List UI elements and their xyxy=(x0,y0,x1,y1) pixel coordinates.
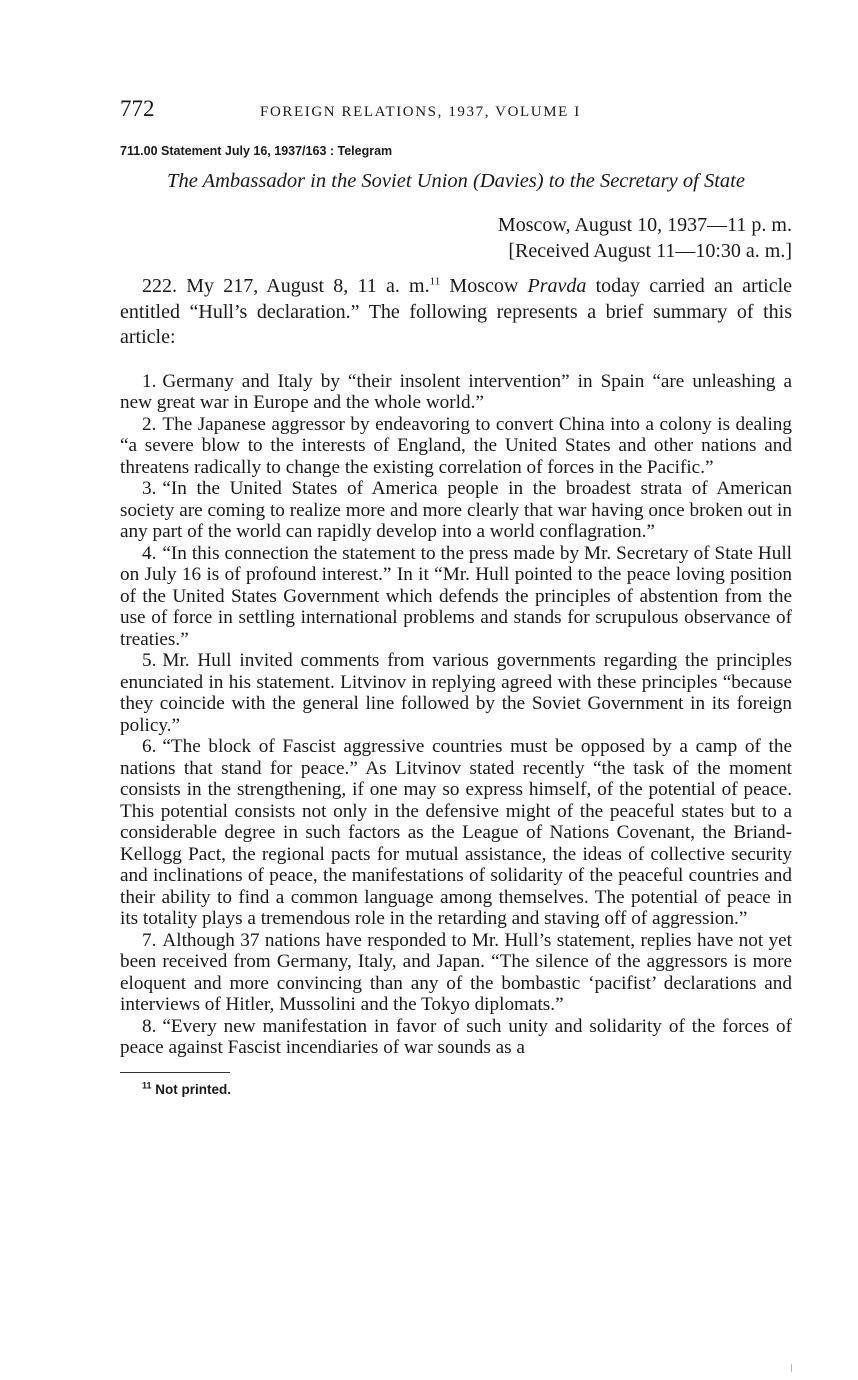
summary-point xyxy=(120,736,792,930)
scan-artifact xyxy=(791,1364,792,1372)
summary-point xyxy=(120,371,792,414)
summary-point xyxy=(120,543,792,651)
intro-text-a: Moscow xyxy=(440,275,528,297)
footnote xyxy=(120,1082,792,1097)
point-text: “The block of Fascist aggressive countries must be opposed by a camp of the nations that stand for peace.” As Litvinov stated recently “the task of the moment consists in the strengthening, if one may so express himself, of the potential of peace. This potential consists not only in the defensive might of the peaceful states but to a considerable degree in such factors as the League of Nations Covenant, the Briand-Kellogg Pact, the regional pacts for mutual assistance, the ideas of collective security and inclinations of peace, the manifestations of solidarity of the peaceful countries and their ability to find a common language among themselves. The potential of peace in its totality plays a tremendous role in the retarding and staving off of aggression.” xyxy=(120,736,792,929)
point-text: Mr. Hull invited comments from various governments regarding the principles enunciated in his statement. Litvinov in replying agreed with these principles “because they coincide with the general line followed by the Soviet Government in its foreign policy.” xyxy=(120,650,792,736)
footnote-text: Not printed. xyxy=(155,1081,232,1097)
running-head xyxy=(120,96,792,128)
summary-point xyxy=(120,650,792,736)
point-text: “Every new manifestation in favor of such unity and solidarity of the forces of peace against Fascist incendiaries of war sounds as a xyxy=(120,1015,792,1058)
point-text: Germany and Italy by “their insolent intervention” in Spain “are unleashing a new great war in Europe and the whole world.” xyxy=(120,370,792,413)
page-number: 772 xyxy=(120,96,155,121)
running-title: FOREIGN RELATIONS, 1937, VOLUME I xyxy=(260,104,581,120)
document-page xyxy=(120,96,792,1097)
pravda-title: Pravda xyxy=(527,275,587,297)
point-number: 8. xyxy=(142,1015,157,1037)
dateline-received: [Received August 11—10:30 a. m.] xyxy=(508,240,792,262)
point-number: 2. xyxy=(142,413,157,435)
point-number: 1. xyxy=(142,370,157,392)
footnote-mark: 11 xyxy=(142,1080,152,1090)
point-number: 3. xyxy=(142,478,157,499)
point-number: 5. xyxy=(142,650,157,671)
intro-paragraph xyxy=(120,274,792,351)
point-text: The Japanese aggressor by endeavoring to convert China into a colony is dealing “a severe blow to the interests of England, the United States and other nations and threatens radically to change the existing correlation of forces in the Pacific.” xyxy=(120,413,792,478)
intro-reference: My 217, August 8, 11 a. m. xyxy=(186,275,430,297)
point-number: 7. xyxy=(142,929,157,951)
point-number: 4. xyxy=(142,542,157,564)
intro-text-b: today carried an article entitled “Hull’s declaration.” The following represents a brief summary of this article: xyxy=(120,275,793,348)
summary-point xyxy=(120,478,792,543)
summary-points xyxy=(120,371,792,1059)
dateline-place-date: Moscow, August 10, 1937—11 p. m. xyxy=(497,214,792,236)
telegram-number: 222. xyxy=(142,275,177,297)
point-text: “In the United States of America people in the broadest strata of American society are coming to realize more and more clearly that war having once broken out in any part of the world can rapidly develop into a world conflagration.” xyxy=(120,478,792,542)
summary-point xyxy=(120,1016,792,1059)
summary-point xyxy=(120,930,792,1016)
dateline xyxy=(120,212,792,264)
footnote-divider xyxy=(120,1072,230,1073)
summary-point xyxy=(120,414,792,479)
file-reference: 711.00 Statement July 16, 1937/163 : Telegram xyxy=(120,144,393,158)
point-text: “In this connection the statement to the press made by Mr. Secretary of State Hull on July 16 is of profound interest.” In it “Mr. Hull pointed to the peace loving position of the United States Government which defends the principles of abstention from the use of force in settling international problems and stands for scrupulous observance of treaties.” xyxy=(120,542,792,650)
point-number: 6. xyxy=(142,736,157,757)
footnote-reference: 11 xyxy=(429,275,441,288)
document-title: The Ambassador in the Soviet Union (Davies) to the Secretary of State xyxy=(167,170,745,192)
point-text: Although 37 nations have responded to Mr. Hull’s statement, replies have not yet been received from Germany, Italy, and Japan. “The silence of the aggressors is more eloquent and more convincing than any of the bombastic ‘pacifist’ declarations and interviews of Hitler, Mussolini and the Tokyo diplomats.” xyxy=(120,929,792,1015)
